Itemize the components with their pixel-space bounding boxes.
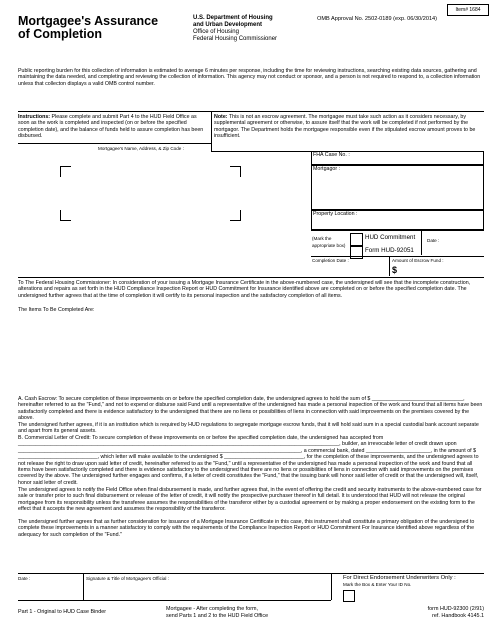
- address-window-corner: [60, 166, 71, 177]
- signature-label: Signature & Title of Mortgagee's Official :: [86, 576, 170, 581]
- instructions-label: Instructions:: [18, 114, 51, 120]
- rule-instructions-bottom: [18, 143, 211, 144]
- department-block: [193, 15, 277, 43]
- mortgagor-label: Mortgagor :: [313, 166, 341, 172]
- mortgagee-address-label: Mortgagee's Name, Address, & Zip Code :: [98, 146, 184, 151]
- mortgagee-instructions-line1: Mortgagee - After completing the form,: [166, 606, 258, 612]
- letter-of-credit-paragraph-2: The undersigned agrees to notify the Field Office when final disbursement is made, and further agrees that, in the event of offering the credit and security instruments to the above-numbered case for sale or transfer prior to such final disbursement or release of the letter of credit, it will notify the prospective purchaser thereof in full detail. It is understood that HUD will not release the original mortgagee from its responsibility unless the transferee assumes the responsibilities of the transferor either by a custodial agreement or by making a proper endorsement on the existing form to the effect that it accepts the new agreement and assumes the responsibility of the transferor.: [18, 487, 482, 513]
- address-window-corner: [60, 210, 71, 221]
- divider-date: [421, 230, 422, 255]
- commissioner-name: Federal Housing Commissioner: [193, 36, 278, 42]
- letter-of-credit-paragraph: B. Commercial Letter of Credit: To secure completion of these improvements on or before the specified completion date, the undersigned has accepted from _____________________________________________________________________________________________________________, builder, an irrevocable letter of credit drawn upon ________________________________________________________________________________________________, a commercial bank, dated ______________________, in the amount of $ ___________________________, which letter will make available to the undersigned $ ___________________________, for the completion of these improvements, and the undersigned agrees to not release the right to draw upon said letter of credit, hereinafter referred to as the "Fund," until a representative of the undersigned has made a personal inspection of the work and found that all items have been satisfactorily completed and there is evidence satisfactory to the undersigned that there are no liens or possibilities of liens in connection with said improvements on the premises covered by the above. The undersigned further engages and confirms, if a letter of credit constitutes the "Fund," that the issuing bank will honor said letter of credit or that the undersigned will, itself, honor said letter of credit.: [18, 435, 479, 486]
- property-location-field[interactable]: [311, 210, 484, 230]
- cash-escrow-paragraph: A. Cash Escrow: To secure completion of these improvements on or before the specified completion date, the undersigned agrees to hold the sum of $ _______________________________, hereinafter referred to as the "Fund," and not to expend or disburse said Fund until a representative of the undersigned has made a personal inspection of the work and found that all items have been satisfactorily completed and there is evidence satisfactory to the undersigned that there are no liens or possibilities of liens in connection with said improvements on the premises covered by the above.: [18, 396, 483, 422]
- mortgagee-instructions-line2: send Parts 1 and 2 to the HUD Field Office: [166, 612, 269, 619]
- fha-case-field[interactable]: [311, 151, 484, 165]
- form-hud-label: Form HUD-92051: [365, 247, 414, 254]
- form-number: form HUD-92300 (2/91): [427, 606, 484, 612]
- mark-appropriate-label: [312, 236, 345, 249]
- item-number: Item# 1684: [447, 4, 489, 16]
- mark-appropriate-line2: appropriate box): [312, 242, 346, 248]
- address-window-corner: [230, 210, 241, 221]
- completion-date-label: Completion Date :: [312, 258, 349, 263]
- divider-footer-2: [331, 573, 332, 600]
- form-hud-checkbox[interactable]: [350, 246, 363, 259]
- rule-fields-bottom: [18, 277, 484, 278]
- items-label: The Items To Be Completed Are:: [18, 307, 95, 313]
- form-title-line2: of Completion: [18, 27, 103, 41]
- rule-footer-top: [18, 573, 484, 574]
- letter-of-credit-paragraph-3: The undersigned further agrees that as further consideration for issuance of a Mortgage Insurance Certificate in this case, this instrument shall constitute a primary obligation of the undersigned to complete these improvements in a manner satisfactory to comply with the requirements of the Compliance Inspection Report or HUD Commitment For Insurance identified above regardless of the adequacy for such completion of the "Fund.": [18, 519, 475, 538]
- intro-paragraph: To The Federal Housing Commissioner: In consideration of your issuing a Mortgage Insurance Certificate in the above-numbered case, the undersigned will see that the incomplete construction, alterations and repairs as set forth in the HUD Compliance Inspection Report or HUD Commitment for Insurance identified above are completed on or before the specified completion date. The undersigned further agrees that at the time of completion it will certify to its personal inspection and the satisfactory completion of all items.: [18, 280, 471, 299]
- amount-escrow-label: Amount of Escrow Fund :: [392, 258, 444, 263]
- cash-escrow-paragraph-2: The undersigned further agrees, if it is an institution which is required by HUD regulations to segregate mortgage escrow funds, that it will hold said sum in a special custodial bank account separate and apart from its general assets.: [18, 422, 479, 435]
- direct-endorsement-checkbox[interactable]: [343, 590, 355, 602]
- instructions-block: [18, 114, 208, 139]
- form-number-block: [399, 606, 484, 619]
- note-text: This is not an escrow agreement. The mortgagee must take such action as it considers necessary, by supplemental agreement or otherwise, to assure itself that the work will be completed if not performed by the mortgagor. The Department holds the mortgagee responsible even if the stipulated escrow amount proves to be insufficient.: [214, 114, 476, 139]
- omb-approval: OMB Approval No. 2502-0189 (exp. 06/30/2014): [317, 16, 438, 22]
- instructions-text: Please complete and submit Part 4 to the HUD Field Office as soon as the work is completed and inspected (on or before the specified completion date), and the balance of funds held to assure completion has been disbursed.: [18, 114, 204, 139]
- office-name: Office of Housing: [193, 29, 239, 35]
- mark-box-label: Mark the Box & Enter Your ID No.: [343, 582, 412, 587]
- rule-completion: [311, 256, 484, 257]
- fha-case-label: FHA Case No. :: [313, 152, 350, 158]
- divider-footer-1: [83, 573, 84, 600]
- rule-top: [18, 111, 484, 112]
- hud-commitment-label: HUD Commitment: [365, 234, 416, 241]
- mortgagor-field[interactable]: [311, 165, 484, 210]
- form-title-line1: Mortgagee's Assurance: [18, 14, 159, 28]
- mark-appropriate-line1: (Mark the: [312, 236, 332, 241]
- hud-commitment-checkbox[interactable]: [350, 233, 363, 246]
- note-label: Note:: [214, 114, 228, 120]
- direct-endorsement-label: For Direct Endorsement Underwriters Only :: [343, 575, 456, 581]
- note-block: [214, 114, 484, 139]
- handbook-ref: ref. Handbook 4145.1: [432, 612, 484, 619]
- burden-statement: Public reporting burden for this collection of information is estimated to average 6 minutes per response, including the time for reviewing instructions, searching existing data sources, gathering and maintaining the data needed, and completing and reviewing the collection of information. This agency may not conduct or sponsor, and a person is not required to respond to, a collection information unless that collecton displays a valid OMB control number.: [18, 68, 481, 87]
- rule-property: [311, 230, 484, 231]
- part1-label: Part 1 - Original to HUD Case Binder: [18, 609, 107, 615]
- department-name-2: and Urban Development: [193, 22, 263, 28]
- form-title: [18, 15, 158, 41]
- property-location-label: Property Location :: [313, 211, 358, 217]
- rule-footer-bottom: [18, 600, 331, 601]
- date-label: Date :: [427, 238, 440, 243]
- divider-instructions: [211, 111, 212, 151]
- divider-escrow: [389, 256, 390, 276]
- date-footer-label: Date :: [18, 576, 31, 581]
- address-window-corner: [230, 166, 241, 177]
- dollar-sign: $: [392, 265, 398, 275]
- mortgagee-instructions: [166, 606, 268, 619]
- department-name-1: U.S. Department of Housing: [193, 15, 273, 21]
